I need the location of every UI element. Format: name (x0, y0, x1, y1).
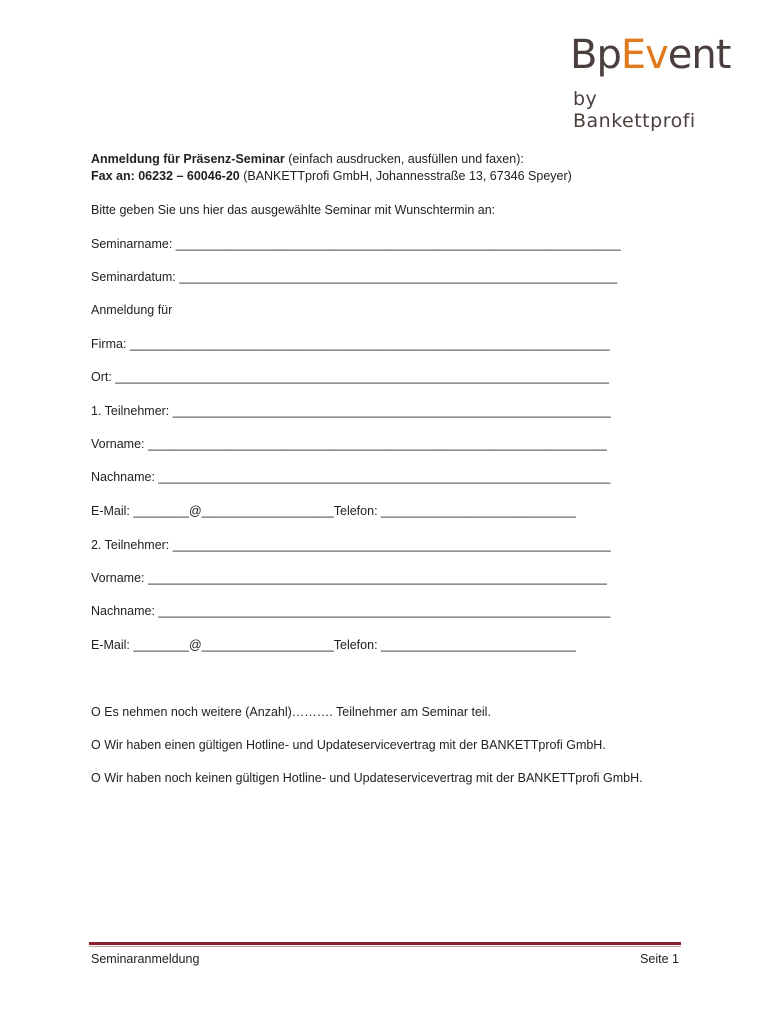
firma-field[interactable]: Firma: _____________________________________________________________________ (91, 337, 610, 351)
footer-title: Seminaranmeldung (91, 952, 200, 966)
company-address: (BANKETTprofi GmbH, Johannesstraße 13, 67346 Speyer) (239, 169, 572, 183)
ort-field[interactable]: Ort: _______________________________________________________________________ (91, 370, 609, 384)
seminarname-field[interactable]: Seminarname: ________________________________________________________________ (91, 237, 621, 251)
intro-text: Bitte geben Sie uns hier das ausgewählte Seminar mit Wunschtermin an: (91, 203, 496, 217)
email-telefon-1-field[interactable]: E-Mail: ________@___________________Telefon: ____________________________ (91, 504, 576, 518)
fax-number: Fax an: 06232 – 60046-20 (91, 169, 240, 183)
nachname-1-field[interactable]: Nachname: _________________________________________________________________ (91, 470, 611, 484)
email-telefon-2-field[interactable]: E-Mail: ________@___________________Telefon: ____________________________ (91, 638, 576, 652)
header-line-1 (91, 151, 524, 167)
logo-brand-prefix: Bp (570, 32, 621, 78)
logo-subtitle: by Bankettprofi (573, 88, 696, 132)
header-instruction: (einfach ausdrucken, ausfüllen und faxen): (284, 152, 524, 166)
nachname-2-field[interactable]: Nachname: _________________________________________________________________ (91, 604, 611, 618)
header-title: Anmeldung für Präsenz-Seminar (91, 152, 285, 166)
logo-brand-v: Ev (620, 32, 668, 78)
footer-rule-thin (89, 946, 681, 947)
logo-brand (570, 30, 730, 80)
anmeldung-fuer-label: Anmeldung für (91, 303, 173, 317)
vorname-2-field[interactable]: Vorname: __________________________________________________________________ (91, 571, 607, 585)
teilnehmer-2-field[interactable]: 2. Teilnehmer: _______________________________________________________________ (91, 538, 611, 552)
vorname-1-field[interactable]: Vorname: __________________________________________________________________ (91, 437, 607, 451)
seminardatum-field[interactable]: Seminardatum: _______________________________________________________________ (91, 270, 618, 284)
footer-rule (89, 942, 681, 945)
logo-brand-suffix: ent (667, 32, 731, 78)
page-number: Seite 1 (640, 952, 679, 966)
header-line-2 (91, 168, 572, 184)
weitere-teilnehmer-option[interactable]: O Es nehmen noch weitere (Anzahl)………. Teilnehmer am Seminar teil. (91, 705, 491, 719)
teilnehmer-1-field[interactable]: 1. Teilnehmer: _______________________________________________________________ (91, 404, 611, 418)
vertrag-nicht-vorhanden-option[interactable]: O Wir haben noch keinen gültigen Hotline- und Updateservicevertrag mit der BANKETTprofi GmbH. (91, 771, 643, 785)
vertrag-vorhanden-option[interactable]: O Wir haben einen gültigen Hotline- und Updateservicevertrag mit der BANKETTprofi GmbH. (91, 738, 606, 752)
bpevent-logo (570, 30, 731, 132)
